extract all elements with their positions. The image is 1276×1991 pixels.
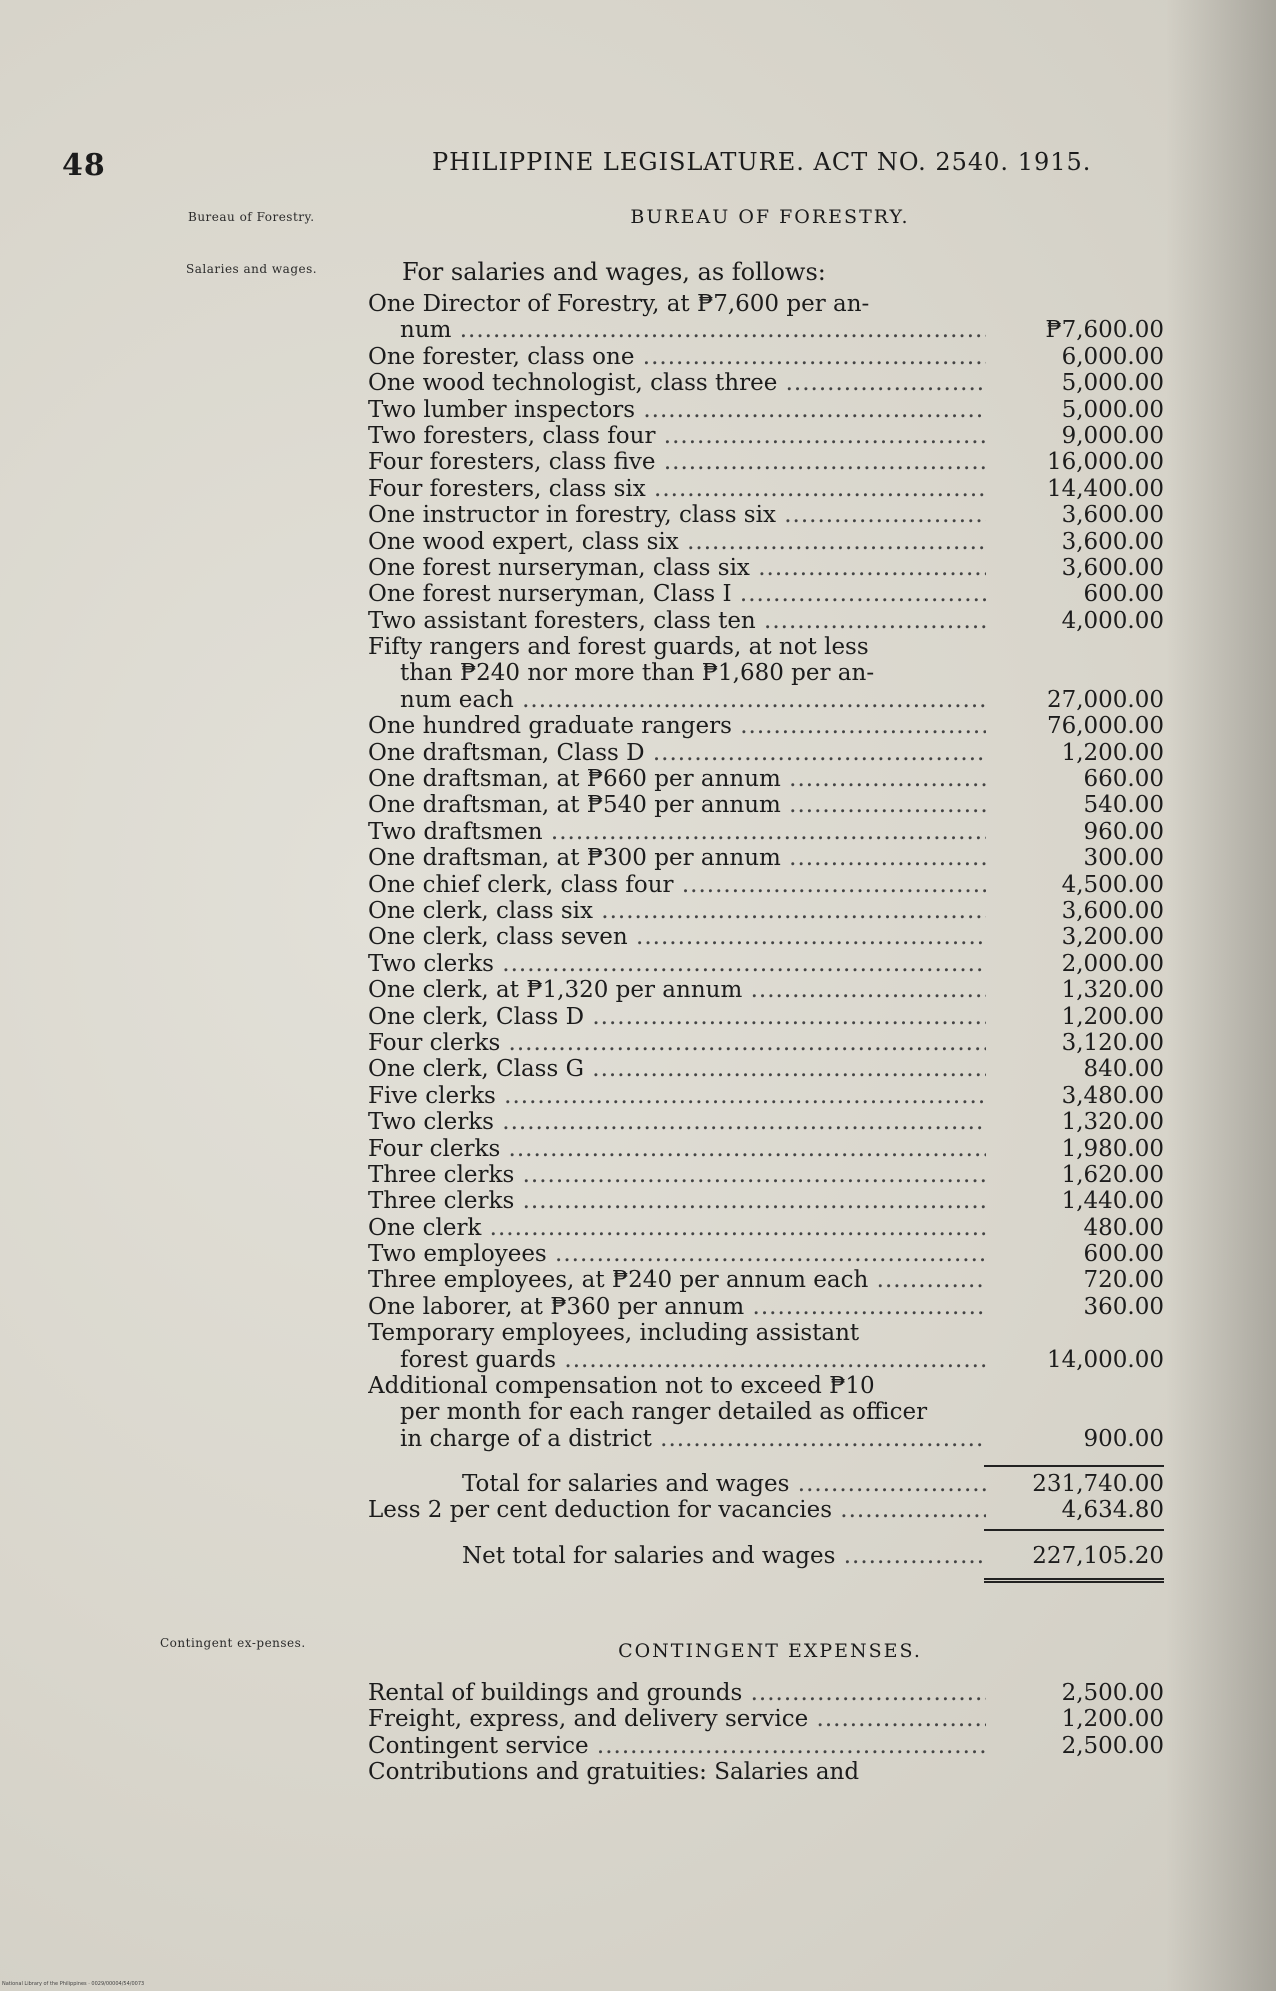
salary-item-amount: 14,000.00 <box>1046 1346 1164 1373</box>
salary-item-text: Three employees, at ₱240 per annum each ..... <box>368 1267 986 1293</box>
salary-item-amount: 5,000.00 <box>1061 396 1164 423</box>
salary-row <box>368 397 1168 423</box>
salary-row <box>368 1083 1168 1109</box>
salary-item-amount: 1,440.00 <box>1061 1188 1164 1215</box>
salary-row <box>368 792 1168 818</box>
salary-item-label <box>368 1109 986 1135</box>
salary-item-text: One wood expert, class six ..... <box>368 529 986 555</box>
salary-item-amount: 1,320.00 <box>1061 977 1164 1004</box>
section-title-contingent: CONTINGENT EXPENSES. <box>618 1640 922 1662</box>
salary-row <box>368 344 1168 370</box>
salary-row <box>368 1162 1168 1188</box>
sum-rule <box>984 1578 1164 1583</box>
salary-item-text: Fifty rangers and forest guards, at not less <box>368 634 869 661</box>
salary-item-label <box>400 687 986 713</box>
salary-item-label <box>368 423 986 449</box>
salary-item-label <box>368 713 986 739</box>
salary-item-label <box>368 1241 986 1267</box>
salary-item-text: Four foresters, class five ..... <box>368 449 986 475</box>
salary-item-text: Four clerks ..... <box>368 1136 986 1162</box>
salary-item-label <box>368 1294 986 1320</box>
salary-row <box>368 555 1168 581</box>
salary-item-text: One clerk, class six ..... <box>368 898 986 924</box>
salary-item-label <box>368 1162 986 1188</box>
contingent-row <box>368 1680 1168 1706</box>
salary-item-text: Five clerks ..... <box>368 1083 986 1109</box>
salary-row <box>368 951 1168 977</box>
salary-row <box>368 1056 1168 1082</box>
deduction-row-amount: 4,634.80 <box>1061 1497 1164 1523</box>
salary-item-text: One wood technologist, class three ..... <box>368 370 986 396</box>
contingent-item-amount: 2,500.00 <box>1061 1732 1164 1759</box>
contingent-row <box>368 1733 1168 1759</box>
salary-row <box>368 1109 1168 1135</box>
salary-row <box>368 845 1168 871</box>
salary-row <box>368 317 1168 343</box>
salary-item-label <box>400 1426 986 1452</box>
salary-item-amount: 6,000.00 <box>1061 343 1164 370</box>
salary-item-amount: 14,400.00 <box>1046 475 1164 502</box>
salary-item-amount: 1,200.00 <box>1061 1003 1164 1030</box>
contingent-item-text: Contributions and gratuities: Salaries and <box>368 1759 860 1786</box>
contingent-item-text: Freight, express, and delivery service ..... <box>368 1706 986 1732</box>
salary-item-amount: 1,980.00 <box>1061 1135 1164 1162</box>
salary-item-label <box>368 476 986 502</box>
margin-note-contingent: Contingent ex-penses. <box>160 1636 306 1650</box>
salary-item-text: One clerk, Class D ..... <box>368 1004 986 1030</box>
salary-item-text: One clerk ..... <box>368 1215 986 1241</box>
salary-item-text: One clerk, class seven ..... <box>368 924 986 950</box>
salary-item-text: num each ..... <box>400 687 986 713</box>
salary-item-label <box>368 1320 986 1346</box>
page-edge-shadow <box>1166 0 1276 1991</box>
contingent-row <box>368 1759 1168 1785</box>
salary-item-amount: 480.00 <box>1083 1214 1164 1241</box>
salary-item-text: Three clerks ..... <box>368 1162 986 1188</box>
net-total-row-text: Net total for salaries and wages ..... <box>462 1543 986 1569</box>
salary-item-label <box>368 502 986 528</box>
contingent-list <box>368 1680 1168 1786</box>
salary-item-amount: 27,000.00 <box>1046 686 1164 713</box>
page-number: 48 <box>62 148 106 183</box>
deduction-row-label <box>368 1497 986 1523</box>
salary-row <box>368 1426 1168 1452</box>
section-title-forestry: BUREAU OF FORESTRY. <box>630 206 910 228</box>
contingent-item-text: Rental of buildings and grounds ..... <box>368 1680 986 1706</box>
net-total-row-amount: 227,105.20 <box>1032 1543 1164 1570</box>
salary-item-label <box>368 1030 986 1056</box>
salary-item-text: One forest nurseryman, class six ..... <box>368 555 986 581</box>
salary-item-text: One clerk, Class G ..... <box>368 1056 986 1082</box>
salary-item-label <box>368 951 986 977</box>
salary-row <box>368 502 1168 528</box>
margin-note-salaries: Salaries and wages. <box>186 262 318 276</box>
salary-row <box>368 1004 1168 1030</box>
contingent-item-label <box>368 1759 986 1785</box>
salary-row <box>368 529 1168 555</box>
deduction-row-text: Less 2 per cent deduction for vacancies ..... <box>368 1497 986 1523</box>
salary-item-label <box>368 397 986 423</box>
total-row-amount: 231,740.00 <box>1032 1470 1164 1497</box>
salary-item-label <box>368 1267 986 1293</box>
salary-item-text: Temporary employees, including assistant <box>368 1320 860 1347</box>
salary-item-text: One Director of Forestry, at ₱7,600 per an- <box>368 291 870 317</box>
salary-item-text: One draftsman, at ₱660 per annum ..... <box>368 766 986 792</box>
salary-item-text: Additional compensation not to exceed ₱10 <box>368 1373 875 1400</box>
contingent-item-label <box>368 1706 986 1732</box>
salary-item-label <box>368 792 986 818</box>
salary-row <box>368 1347 1168 1373</box>
contingent-item-label <box>368 1680 986 1706</box>
salary-list <box>368 291 1168 1452</box>
salary-row <box>368 581 1168 607</box>
salary-item-label <box>368 608 986 634</box>
salary-item-amount: 900.00 <box>1083 1425 1164 1452</box>
salary-item-amount: 600.00 <box>1083 581 1164 608</box>
salary-row <box>368 977 1168 1003</box>
salary-item-amount: 840.00 <box>1083 1056 1164 1083</box>
salary-row <box>368 1215 1168 1241</box>
salary-item-amount: 360.00 <box>1083 1293 1164 1320</box>
salary-row <box>368 872 1168 898</box>
salary-item-label <box>368 529 986 555</box>
salary-item-amount: 600.00 <box>1083 1241 1164 1268</box>
salary-item-amount: 1,620.00 <box>1061 1161 1164 1188</box>
salary-item-text: forest guards ..... <box>400 1347 986 1373</box>
salary-item-amount: 3,600.00 <box>1061 502 1164 529</box>
salary-item-amount: 2,000.00 <box>1061 950 1164 977</box>
salary-item-text: Two assistant foresters, class ten ..... <box>368 608 986 634</box>
salary-item-label <box>368 872 986 898</box>
salary-item-label <box>368 819 986 845</box>
salary-item-text: Two clerks ..... <box>368 1109 986 1135</box>
salaries-intro: For salaries and wages, as follows: <box>402 258 826 286</box>
salary-item-label <box>368 740 986 766</box>
salary-item-text: Two draftsmen ..... <box>368 819 986 845</box>
salary-row <box>368 291 1168 317</box>
total-row-label <box>462 1471 986 1497</box>
salary-item-amount: 3,600.00 <box>1061 554 1164 581</box>
salary-row <box>368 634 1168 660</box>
salary-row <box>368 819 1168 845</box>
salary-row <box>368 1030 1168 1056</box>
salary-item-label <box>368 449 986 475</box>
salary-item-label <box>368 1136 986 1162</box>
salary-row <box>368 370 1168 396</box>
salary-item-text: One chief clerk, class four ..... <box>368 872 986 898</box>
running-head: PHILIPPINE LEGISLATURE. ACT NO. 2540. 1915. <box>432 148 1092 176</box>
salary-item-amount: 16,000.00 <box>1046 449 1164 476</box>
salary-item-text: One draftsman, at ₱540 per annum ..... <box>368 792 986 818</box>
salary-item-label <box>368 291 986 317</box>
salary-item-label <box>400 1347 986 1373</box>
salary-row <box>368 766 1168 792</box>
salary-row <box>368 449 1168 475</box>
salary-item-text: Two employees ..... <box>368 1241 986 1267</box>
salary-item-label <box>368 1083 986 1109</box>
salary-row <box>368 608 1168 634</box>
salary-row <box>368 1373 1168 1399</box>
salary-item-text: One clerk, at ₱1,320 per annum ..... <box>368 977 986 1003</box>
salary-item-amount: 3,600.00 <box>1061 897 1164 924</box>
salary-row <box>368 687 1168 713</box>
salary-item-label <box>368 845 986 871</box>
salary-item-text: Two clerks ..... <box>368 951 986 977</box>
salary-item-text: One hundred graduate rangers ..... <box>368 713 986 739</box>
salary-item-text: num ..... <box>400 317 986 343</box>
salary-item-label <box>368 634 986 660</box>
salary-item-text: One instructor in forestry, class six ..... <box>368 502 986 528</box>
net-total-row <box>368 1543 1168 1569</box>
salary-item-label <box>368 924 986 950</box>
contingent-row <box>368 1706 1168 1732</box>
salary-item-amount: 1,200.00 <box>1061 739 1164 766</box>
salary-row <box>368 476 1168 502</box>
salary-item-label <box>400 660 986 686</box>
salary-item-text: One laborer, at ₱360 per annum ..... <box>368 1294 986 1320</box>
salary-row <box>368 1294 1168 1320</box>
margin-note-bureau: Bureau of Forestry. <box>188 210 315 224</box>
salary-item-text: than ₱240 nor more than ₱1,680 per an- <box>400 660 875 687</box>
salary-item-amount: 540.00 <box>1083 792 1164 819</box>
salary-item-amount: 3,120.00 <box>1061 1029 1164 1056</box>
salary-item-text: per month for each ranger detailed as officer <box>400 1399 928 1426</box>
salary-item-label <box>368 1004 986 1030</box>
salary-row <box>368 1267 1168 1293</box>
salary-item-amount: 3,200.00 <box>1061 924 1164 951</box>
library-microprint: National Library of the Philippines · 0029/00004/54/0073 <box>2 1981 145 1987</box>
sum-rule <box>984 1465 1164 1467</box>
sum-rule <box>984 1529 1164 1531</box>
salary-item-text: Four clerks ..... <box>368 1030 986 1056</box>
deduction-row <box>368 1497 1168 1523</box>
salary-item-label <box>368 898 986 924</box>
salary-row <box>368 1241 1168 1267</box>
salary-row <box>368 1320 1168 1346</box>
salary-item-label <box>368 555 986 581</box>
salary-item-label <box>368 370 986 396</box>
salary-row <box>368 1136 1168 1162</box>
contingent-item-amount: 1,200.00 <box>1061 1706 1164 1733</box>
salary-item-amount: 660.00 <box>1083 766 1164 793</box>
salary-item-label <box>368 581 986 607</box>
salary-item-text: Four foresters, class six ..... <box>368 476 986 502</box>
contingent-item-text: Contingent service ..... <box>368 1733 986 1759</box>
salary-item-amount: 3,480.00 <box>1061 1082 1164 1109</box>
salary-item-label <box>368 1373 986 1399</box>
salary-item-amount: 960.00 <box>1083 818 1164 845</box>
salary-item-label <box>368 766 986 792</box>
salary-row <box>368 660 1168 686</box>
salary-item-label <box>368 1215 986 1241</box>
salary-item-text: Two lumber inspectors ..... <box>368 397 986 423</box>
contingent-item-amount: 2,500.00 <box>1061 1680 1164 1706</box>
salary-item-text: One draftsman, at ₱300 per annum ..... <box>368 845 986 871</box>
salary-item-label <box>368 1056 986 1082</box>
salary-row <box>368 924 1168 950</box>
salary-item-text: Three clerks ..... <box>368 1188 986 1214</box>
salary-item-amount: 9,000.00 <box>1061 422 1164 449</box>
salary-item-label <box>400 1399 986 1425</box>
salary-item-label <box>368 977 986 1003</box>
salary-item-text: in charge of a district ..... <box>400 1426 986 1452</box>
salary-item-label <box>368 344 986 370</box>
salary-item-amount: 5,000.00 <box>1061 370 1164 397</box>
total-row <box>368 1471 1168 1497</box>
salary-item-label <box>368 1188 986 1214</box>
salary-row <box>368 1188 1168 1214</box>
salary-row <box>368 1399 1168 1425</box>
salary-item-amount: 4,000.00 <box>1061 607 1164 634</box>
salary-item-amount: 1,320.00 <box>1061 1109 1164 1136</box>
net-total-row-label <box>462 1543 986 1569</box>
salary-item-amount: 720.00 <box>1083 1267 1164 1294</box>
salary-row <box>368 898 1168 924</box>
salary-item-amount: 4,500.00 <box>1061 871 1164 898</box>
salary-item-amount: 3,600.00 <box>1061 528 1164 555</box>
salary-item-amount: ₱7,600.00 <box>1045 317 1164 344</box>
salary-item-text: Two foresters, class four ..... <box>368 423 986 449</box>
salary-item-text: One forester, class one ..... <box>368 344 986 370</box>
salary-row <box>368 713 1168 739</box>
salary-item-label <box>400 317 986 343</box>
salary-row <box>368 740 1168 766</box>
salary-item-amount: 300.00 <box>1083 845 1164 872</box>
salary-item-amount: 76,000.00 <box>1046 713 1164 740</box>
salary-item-text: One draftsman, Class D ..... <box>368 740 986 766</box>
contingent-item-label <box>368 1733 986 1759</box>
salary-item-text: One forest nurseryman, Class I ..... <box>368 581 986 607</box>
salary-row <box>368 423 1168 449</box>
total-row-text: Total for salaries and wages ..... <box>462 1471 986 1497</box>
